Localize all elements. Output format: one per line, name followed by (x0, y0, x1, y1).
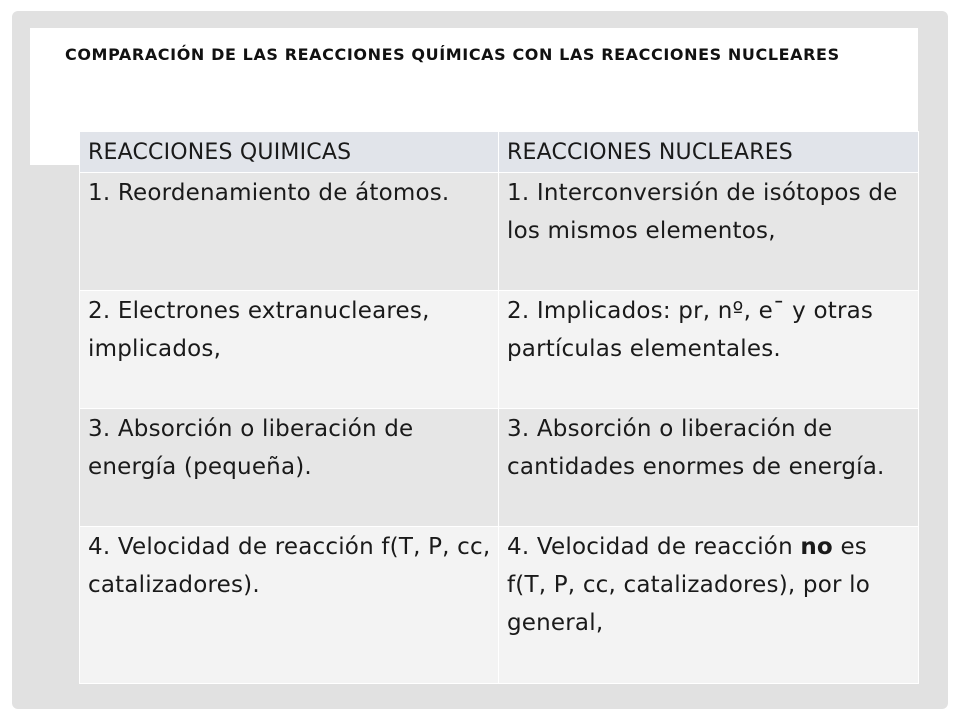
table-row (80, 527, 919, 684)
table-row (80, 409, 919, 527)
slide-title: COMPARACIÓN DE LAS REACCIONES QUÍMICAS CON LAS REACCIONES NUCLEARES (65, 45, 840, 64)
chemical-cell: 4. Velocidad de reacción f(T, P, cc, catalizadores). (80, 527, 499, 684)
nuclear-cell-prefix: 4. Velocidad de reacción (507, 534, 801, 560)
nuclear-cell: 1. Interconversión de isótopos de los mismos elementos, (499, 173, 919, 291)
table-row (80, 173, 919, 291)
table-row (80, 291, 919, 409)
table-header-row (80, 132, 919, 173)
chemical-cell: 1. Reordenamiento de átomos. (80, 173, 499, 291)
nuclear-cell: 3. Absorción o liberación de cantidades enormes de energía. (499, 409, 919, 527)
chemical-cell: 3. Absorción o liberación de energía (pequeña). (80, 409, 499, 527)
header-nuclear: REACCIONES NUCLEARES (499, 132, 919, 173)
nuclear-cell: 2. Implicados: pr, nº, e¯ y otras partículas elementales. (499, 291, 919, 409)
nuclear-cell-suffix: es f(T, P, cc, catalizadores), por lo general, (507, 534, 870, 636)
header-chemical: REACCIONES QUIMICAS (80, 132, 499, 173)
chemical-cell: 2. Electrones extranucleares, implicados, (80, 291, 499, 409)
comparison-table (79, 131, 919, 684)
nuclear-cell-emphasis: no (800, 534, 833, 560)
nuclear-cell (499, 527, 919, 684)
